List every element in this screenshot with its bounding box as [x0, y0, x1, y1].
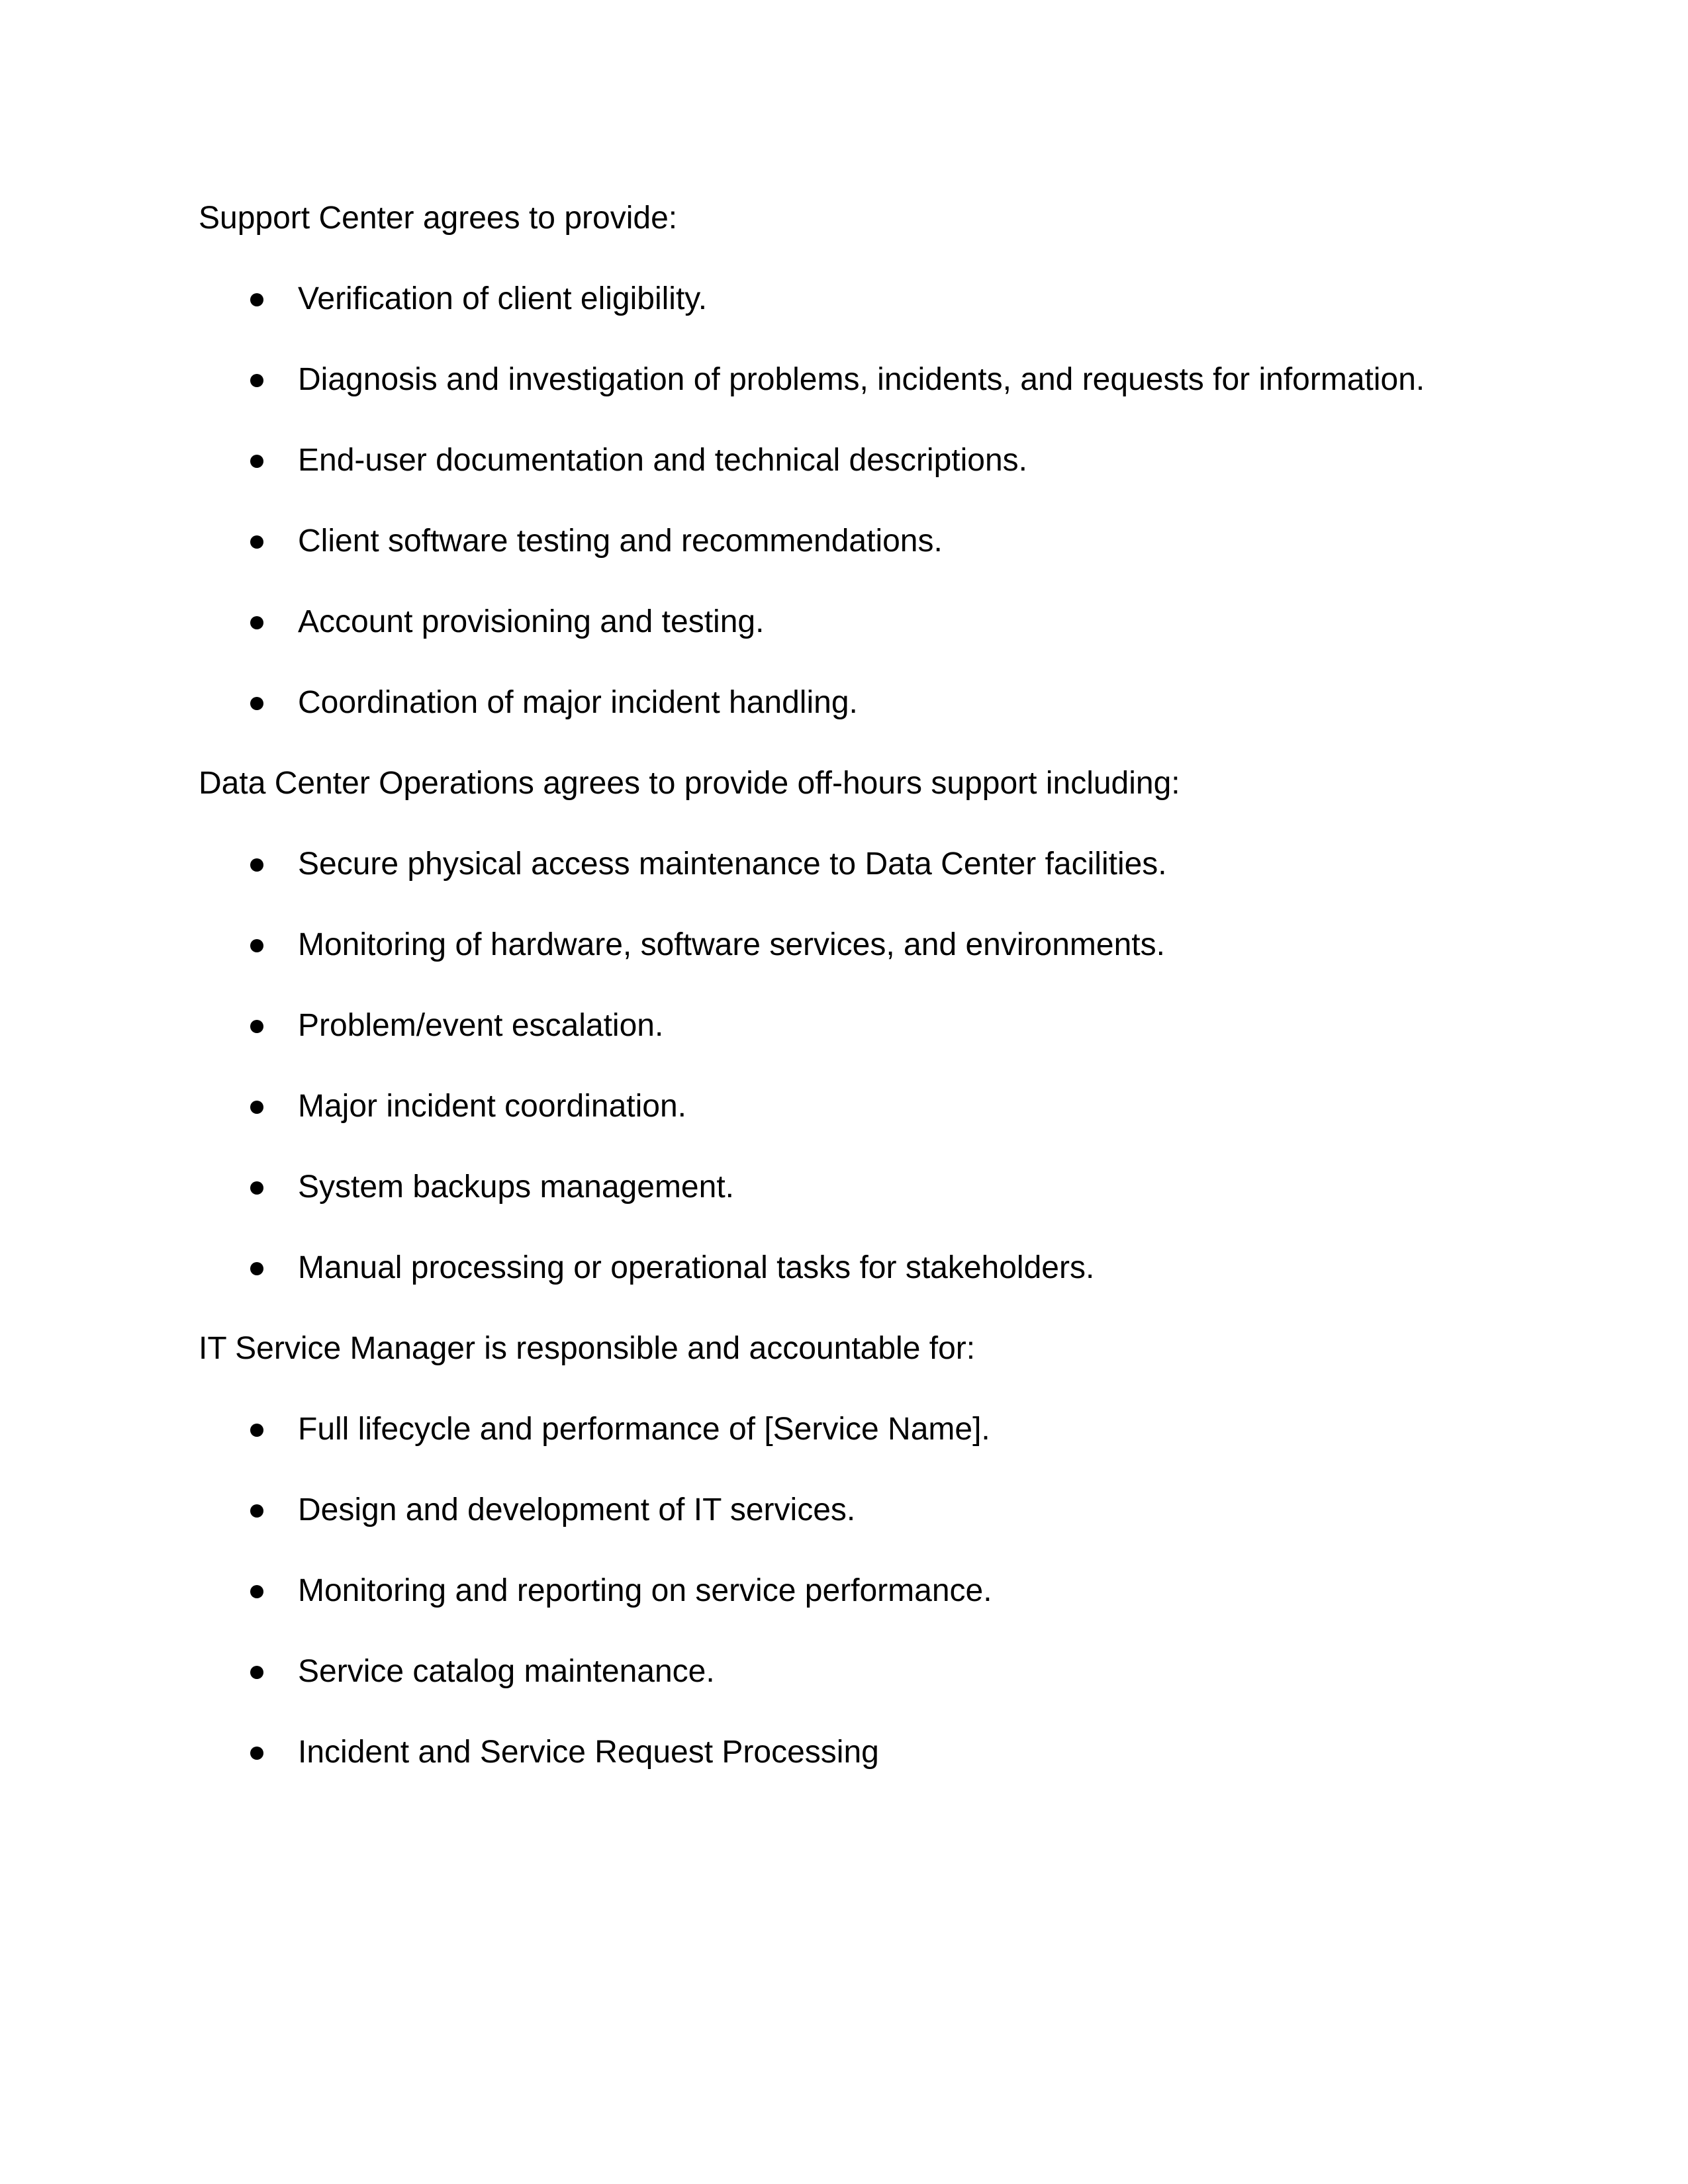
bullet-icon — [250, 939, 263, 952]
list-item-text: Client software testing and recommendations. — [298, 523, 943, 559]
list-item-text: Design and development of IT services. — [298, 1492, 856, 1527]
list-item — [199, 1733, 1489, 1772]
list-item — [199, 1571, 1489, 1611]
bullet-icon — [250, 1101, 263, 1114]
bullet-icon — [250, 1504, 263, 1518]
section-heading-it-service-manager: IT Service Manager is responsible and accountable for: — [199, 1331, 976, 1366]
bullet-icon — [250, 1262, 263, 1275]
list-item-text: Problem/event escalation. — [298, 1008, 664, 1043]
list-item — [199, 844, 1489, 884]
section-heading-data-center-operations: Data Center Operations agrees to provide off-hours support including: — [199, 766, 1180, 801]
bullet-icon — [250, 1585, 263, 1598]
list-item — [199, 1248, 1489, 1288]
list-item-text: Incident and Service Request Processing — [298, 1735, 879, 1770]
list-item — [199, 1006, 1489, 1046]
list-item-text: Monitoring and reporting on service performance. — [298, 1573, 992, 1608]
list-item — [199, 522, 1489, 561]
it-service-manager-list — [199, 1410, 1489, 1772]
list-item — [199, 925, 1489, 965]
bullet-icon — [250, 858, 263, 872]
list-item — [199, 279, 1489, 319]
document-body — [199, 199, 1489, 1813]
list-item — [199, 1167, 1489, 1207]
list-item — [199, 1410, 1489, 1449]
list-item — [199, 1490, 1489, 1530]
bullet-icon — [250, 616, 263, 629]
support-center-list — [199, 279, 1489, 723]
list-item-text: Account provisioning and testing. — [298, 604, 765, 639]
list-item — [199, 1652, 1489, 1692]
list-item-text: Major incident coordination. — [298, 1089, 686, 1124]
bullet-icon — [250, 1181, 263, 1195]
list-item-text: Diagnosis and investigation of problems, incidents, and requests for information. — [298, 362, 1425, 397]
list-item-text: End-user documentation and technical descriptions. — [298, 443, 1027, 478]
bullet-icon — [250, 1747, 263, 1760]
data-center-operations-list — [199, 844, 1489, 1288]
list-item-text: Monitoring of hardware, software services, and environments. — [298, 927, 1165, 962]
list-item — [199, 602, 1489, 642]
list-item-text: Secure physical access maintenance to Data Center facilities. — [298, 846, 1167, 882]
list-item — [199, 683, 1489, 723]
list-item — [199, 360, 1489, 400]
list-item-text: Coordination of major incident handling. — [298, 685, 858, 720]
list-item-text: System backups management. — [298, 1169, 734, 1205]
bullet-icon — [250, 455, 263, 468]
bullet-icon — [250, 697, 263, 710]
list-item-text: Verification of client eligibility. — [298, 281, 708, 316]
list-item-text: Full lifecycle and performance of [Service Name]. — [298, 1412, 990, 1447]
section-heading-support-center: Support Center agrees to provide: — [199, 201, 678, 236]
list-item — [199, 441, 1489, 480]
list-item — [199, 1087, 1489, 1126]
bullet-icon — [250, 1666, 263, 1679]
bullet-icon — [250, 535, 263, 549]
bullet-icon — [250, 1424, 263, 1437]
list-item-text: Service catalog maintenance. — [298, 1654, 715, 1689]
bullet-icon — [250, 293, 263, 306]
bullet-icon — [250, 374, 263, 387]
list-item-text: Manual processing or operational tasks for stakeholders. — [298, 1250, 1095, 1285]
bullet-icon — [250, 1020, 263, 1033]
